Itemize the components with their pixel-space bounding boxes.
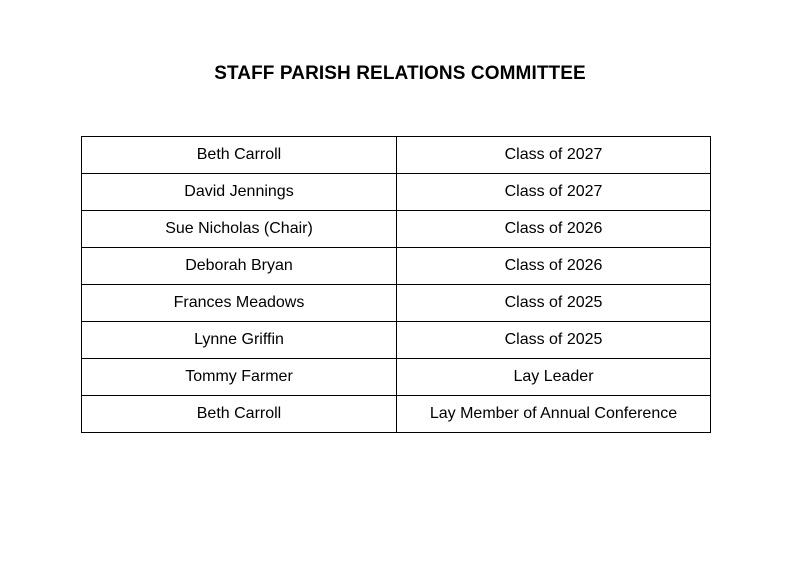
table-row <box>82 211 711 248</box>
table-row <box>82 174 711 211</box>
member-name-cell: David Jennings <box>82 174 397 211</box>
member-term-cell: Class of 2025 <box>397 285 711 322</box>
member-name-cell: Deborah Bryan <box>82 248 397 285</box>
member-name-cell: Lynne Griffin <box>82 322 397 359</box>
member-term-cell: Class of 2026 <box>397 211 711 248</box>
document-title: STAFF PARISH RELATIONS COMMITTEE <box>214 63 586 84</box>
member-name-cell: Tommy Farmer <box>82 359 397 396</box>
table-row <box>82 396 711 433</box>
member-term-cell: Class of 2026 <box>397 248 711 285</box>
member-term-cell: Lay Member of Annual Conference <box>397 396 711 433</box>
table-row <box>82 137 711 174</box>
committee-roster-table <box>81 136 711 433</box>
member-name-cell: Sue Nicholas (Chair) <box>82 211 397 248</box>
table-row <box>82 359 711 396</box>
member-term-cell: Class of 2027 <box>397 174 711 211</box>
member-term-cell: Class of 2027 <box>397 137 711 174</box>
table-row <box>82 248 711 285</box>
table-row <box>82 322 711 359</box>
member-term-cell: Class of 2025 <box>397 322 711 359</box>
member-name-cell: Beth Carroll <box>82 137 397 174</box>
member-name-cell: Beth Carroll <box>82 396 397 433</box>
member-name-cell: Frances Meadows <box>82 285 397 322</box>
table-row <box>82 285 711 322</box>
member-term-cell: Lay Leader <box>397 359 711 396</box>
